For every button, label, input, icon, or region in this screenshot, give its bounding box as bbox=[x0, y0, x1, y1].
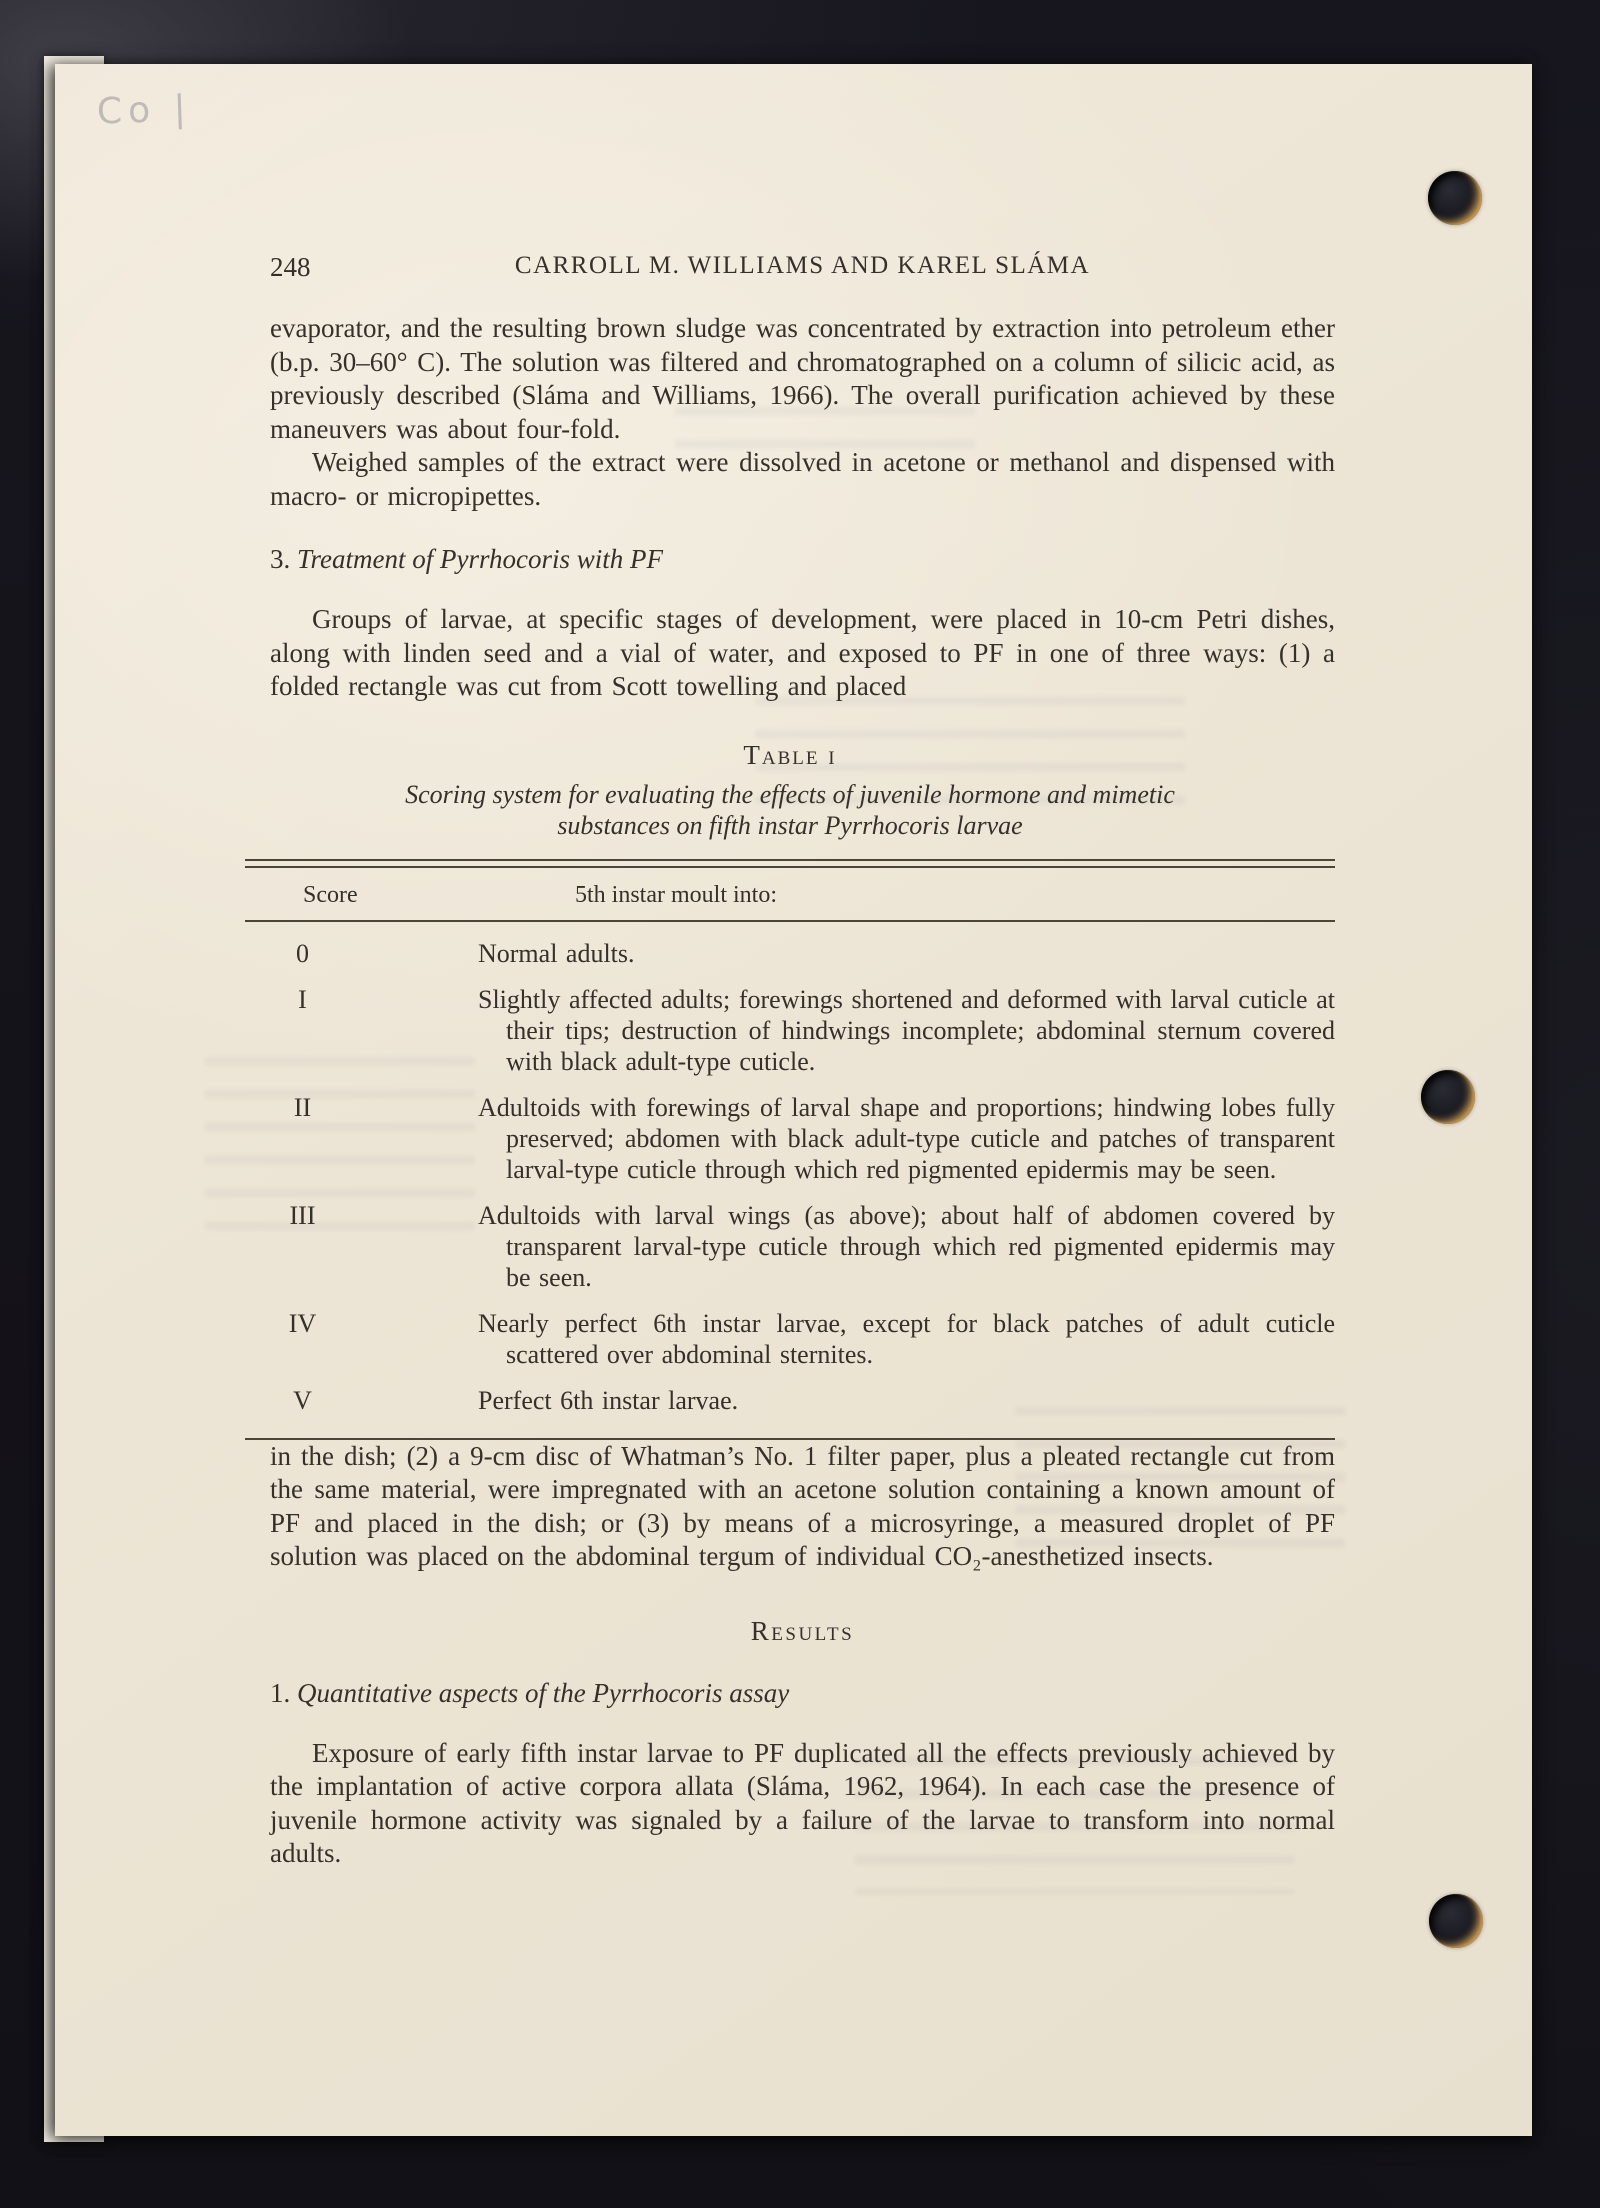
section-title: Treatment of Pyrrhocoris with PF bbox=[297, 544, 664, 574]
paragraph-in-the-dish: in the dish; (2) a 9-cm disc of Whatman’s No. 1 filter paper, plus a pleated rectangle cut from the same material, were impregnated with an acetone solution containing a known amount of PF and placed in the dish; or (3) by means of a microsyringe, a measured droplet of PF solution was placed on the abdominal tergum of individual CO₂-anesthetized insects. bbox=[270, 1440, 1335, 1571]
score-cell: III bbox=[289, 1200, 316, 1230]
description-cell: Nearly perfect 6th instar larvae, except for black patches of adult cuticle scattered over abdominal sternites. bbox=[478, 1308, 1335, 1369]
table-1 bbox=[245, 740, 1335, 1440]
column-header-moult: 5th instar moult into: bbox=[575, 881, 777, 908]
paragraph-exposure: Exposure of early fifth instar larvae to PF duplicated all the effects previously achieved by the implantation of active corpora allata (Sláma, 1962, 1964). In each case the presence of juvenile hormone activity was signaled by a failure of the larvae to transform into normal adults. bbox=[270, 1737, 1335, 1868]
score-cell: II bbox=[293, 1092, 312, 1122]
table-row bbox=[245, 984, 1335, 1077]
description-cell: Slightly affected adults; forewings shortened and deformed with larval cuticle at their tips; destruction of hindwings incomplete; abdominal sternum covered with black adult-type cuticle. bbox=[478, 984, 1335, 1076]
table-row bbox=[245, 1385, 1335, 1416]
score-cell: IV bbox=[288, 1308, 317, 1338]
table-row bbox=[245, 938, 1335, 969]
pencil-annotation: Co | bbox=[96, 88, 193, 133]
results-heading: Results bbox=[750, 1615, 855, 1646]
section-number: 3. bbox=[270, 544, 291, 574]
description-cell: Adultoids with larval wings (as above); about half of abdomen covered by transparent larval-type cuticle through which red pigmented epidermis may be seen. bbox=[478, 1200, 1335, 1292]
paragraph-purification: evaporator, and the resulting brown sludge was concentrated by extraction into petroleum ether (b.p. 30–60° C). The solution was filtered and chromatographed on a column of silicic acid, as previously described (Sláma and Williams, 1966). The overall purification achieved by these maneuvers was about four-fold. bbox=[270, 313, 1335, 444]
table-row bbox=[245, 1092, 1335, 1185]
description-cell: Normal adults. bbox=[478, 938, 635, 968]
score-cell: V bbox=[293, 1385, 312, 1415]
punch-hole bbox=[1429, 1894, 1483, 1948]
section-title: Quantitative aspects of the Pyrrhocoris assay bbox=[297, 1677, 790, 1708]
table-row bbox=[245, 1200, 1335, 1293]
paragraph-groups-of-larvae: Groups of larvae, at specific stages of development, were placed in 10-cm Petri dishes, along with linden seed and a vial of water, and exposed to PF in one of three ways: (1) a folded rectangle was cut from Scott towelling and placed bbox=[270, 604, 1335, 701]
section-number: 1. bbox=[270, 1677, 291, 1708]
section-heading-quantitative bbox=[270, 1677, 1335, 1710]
table-header-row bbox=[245, 868, 1335, 920]
section-heading-treatment bbox=[270, 543, 1335, 576]
table-top-rule bbox=[245, 859, 1335, 868]
table-body bbox=[245, 922, 1335, 1438]
table-row bbox=[245, 1308, 1335, 1370]
table-label: Table i bbox=[743, 739, 837, 770]
scanned-page bbox=[55, 64, 1532, 2136]
description-cell: Adultoids with forewings of larval shape and proportions; hindwing lobes fully preserved; abdomen with black adult-type cuticle and patches of transparent larval-type cuticle through which red pigmented epidermis may be seen. bbox=[478, 1092, 1335, 1184]
table-caption: Scoring system for evaluating the effects of juvenile hormone and mimetic substances on fifth instar Pyrrhocoris larvae bbox=[405, 779, 1175, 840]
page-header bbox=[270, 252, 1335, 286]
description-cell: Perfect 6th instar larvae. bbox=[478, 1385, 739, 1415]
score-cell: 0 bbox=[296, 938, 309, 968]
text-block bbox=[270, 252, 1335, 1871]
paragraph-weighed-samples: Weighed samples of the extract were dissolved in acetone or methanol and dispensed with macro- or micropipettes. bbox=[270, 447, 1335, 511]
punch-hole bbox=[1428, 171, 1482, 225]
punch-hole bbox=[1421, 1070, 1475, 1124]
page-number: 248 bbox=[270, 252, 311, 282]
column-header-score: Score bbox=[303, 881, 358, 908]
score-cell: I bbox=[298, 984, 307, 1014]
running-head: CARROLL M. WILLIAMS AND KAREL SLÁMA bbox=[514, 252, 1091, 279]
